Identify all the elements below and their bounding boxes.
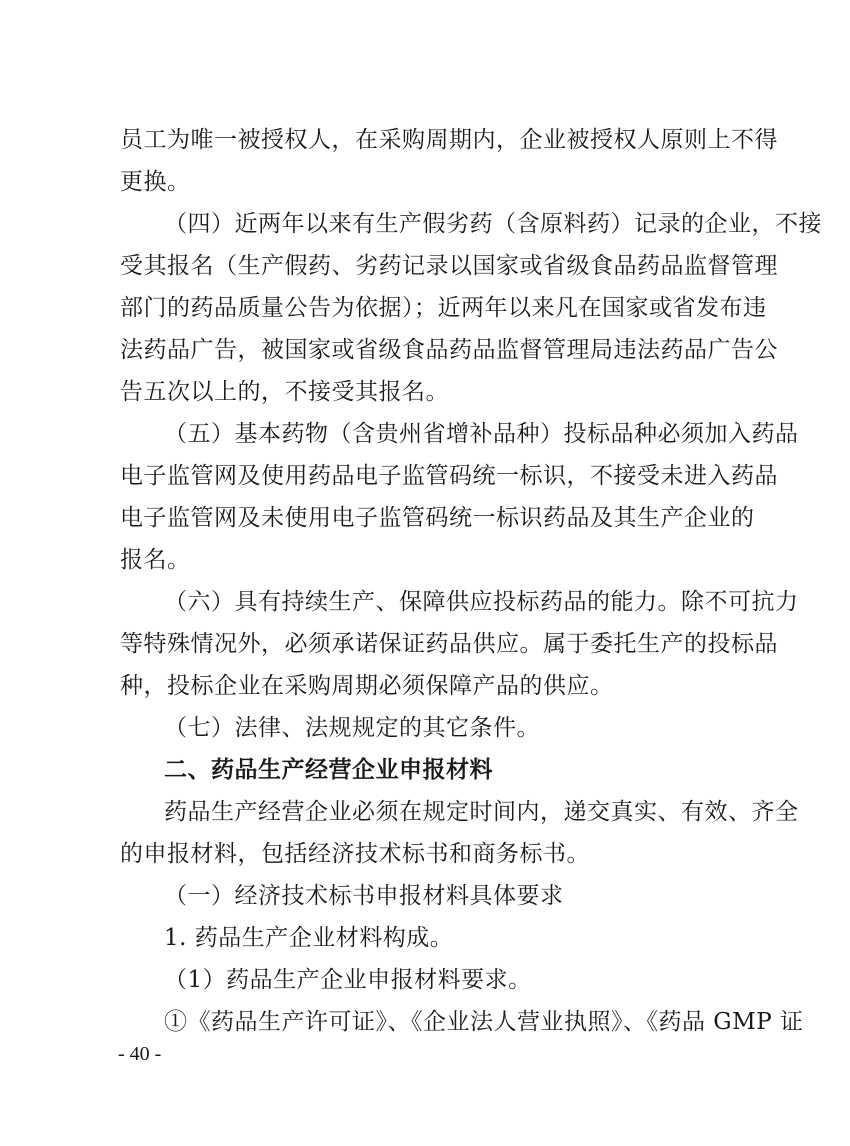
text-line: （五）基本药物（含贵州省增补品种）投标品种必须加入药品 — [164, 421, 799, 447]
text-line: 的申报材料，包括经济技术标书和商务标书。 — [120, 841, 590, 867]
text-line: 告五次以上的，不接受其报名。 — [120, 379, 449, 405]
text-line: 受其报名（生产假药、劣药记录以国家或省级食品药品监督管理 — [120, 253, 778, 279]
text-line: （六）具有持续生产、保障供应投标药品的能力。除不可抗力 — [164, 589, 799, 615]
text-line: ①《药品生产许可证》、《企业法人营业执照》、《药品 GMP 证 — [164, 1009, 804, 1035]
text-line: 种，投标企业在采购周期必须保障产品的供应。 — [120, 673, 614, 699]
text-line: 1. 药品生产企业材料构成。 — [164, 925, 454, 951]
text-line: （1）药品生产企业申报材料要求。 — [164, 967, 532, 993]
text-line: 药品生产经营企业必须在规定时间内，递交真实、有效、齐全 — [164, 799, 799, 825]
text-line: 电子监管网及使用药品电子监管码统一标识，不接受未进入药品 — [120, 463, 778, 489]
text-line: （四）近两年以来有生产假劣药（含原料药）记录的企业，不接 — [164, 211, 822, 237]
text-line: 更换。 — [120, 169, 191, 195]
text-line: 等特殊情况外，必须承诺保证药品供应。属于委托生产的投标品 — [120, 631, 778, 657]
page-number: - 40 - — [118, 1043, 162, 1065]
text-line: 部门的药品质量公告为依据）；近两年以来凡在国家或省发布违 — [120, 295, 767, 321]
section-heading: 二、药品生产经营企业申报材料 — [164, 757, 493, 783]
text-line: 报名。 — [120, 547, 191, 573]
subsection-heading: （一）经济技术标书申报材料具体要求 — [164, 883, 564, 909]
text-line: 法药品广告，被国家或省级食品药品监督管理局违法药品广告公 — [120, 337, 778, 363]
text-line: 员工为唯一被授权人，在采购周期内，企业被授权人原则上不得 — [120, 127, 778, 153]
text-line: 电子监管网及未使用电子监管码统一标识药品及其生产企业的 — [120, 505, 755, 531]
text-line: （七）法律、法规规定的其它条件。 — [164, 715, 540, 741]
